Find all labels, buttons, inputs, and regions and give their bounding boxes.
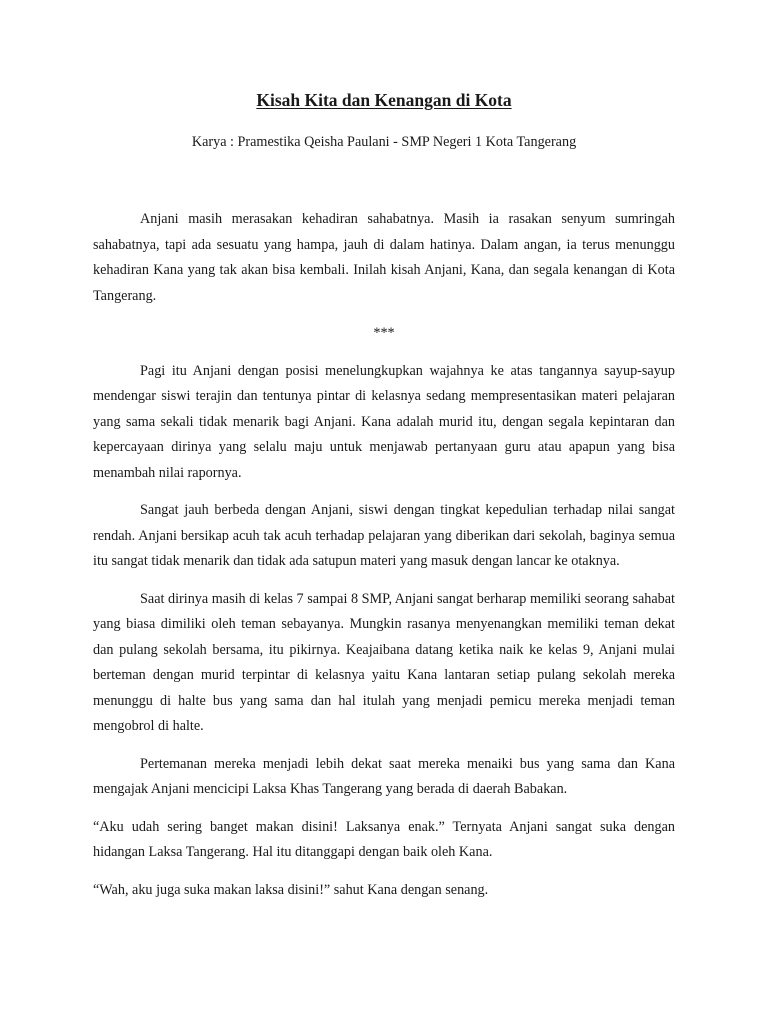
paragraph: “Aku udah sering banget makan disini! Laksanya enak.” Ternyata Anjani sangat suka dengan hidangan Laksa Tangerang. Hal itu ditanggapi dengan baik oleh Kana. bbox=[93, 818, 675, 860]
document-byline: Karya : Pramestika Qeisha Paulani - SMP Negeri 1 Kota Tangerang bbox=[191, 134, 577, 150]
paragraph: Pertemanan mereka menjadi lebih dekat saat mereka menaiki bus yang sama dan Kana mengajak Anjani mencicipi Laksa Khas Tangerang yang berada di daerah Babakan. bbox=[93, 755, 675, 797]
paragraph: “Wah, aku juga suka makan laksa disini!” sahut Kana dengan senang. bbox=[93, 881, 489, 898]
paragraph: Pagi itu Anjani dengan posisi menelungkupkan wajahnya ke atas tangannya sayup-sayup mendengar siswi terajin dan tentunya pintar di kelasnya sedang mempresentasikan materi pelajaran yang sama sekali tidak menarik bagi Anjani. Kana adalah murid itu, dengan segala kepintaran dan kepercayaan dirinya yang selalu maju untuk menjawab pertanyaan guru atau apapun yang bisa menambah nilai rapornya. bbox=[93, 362, 675, 481]
paragraph: Sangat jauh berbeda dengan Anjani, siswi dengan tingkat kepedulian terhadap nilai sangat rendah. Anjani bersikap acuh tak acuh terhadap pelajaran yang diberikan dari sekolah, baginya semua itu sangat tidak menarik dan tidak ada satupun materi yang masuk dengan lancar ke otaknya. bbox=[93, 502, 675, 569]
paragraph: Anjani masih merasakan kehadiran sahabatnya. Masih ia rasakan senyum sumringah sahabatnya, tapi ada sesuatu yang hampa, jauh di dalam hatinya. Dalam angan, ia terus menunggu kehadiran Kana yang tak akan bisa kembali. Inilah kisah Anjani, Kana, dan segala kenangan di Kota Tangerang. bbox=[93, 211, 675, 304]
paragraph: Saat dirinya masih di kelas 7 sampai 8 SMP, Anjani sangat berharap memiliki seorang sahabat yang biasa dimiliki oleh teman sebayanya. Mungkin rasanya menyenangkan memiliki teman dekat dan pulang sekolah bersama, itu pikirnya. Keajaibana datang ketika naik ke kelas 9, Anjani mulai berteman dengan murid terpintar di kelasnya yaitu Kana lantaran setiap pulang sekolah mereka menunggu di halte bus yang sama dan hal itulah yang menjadi pemicu mereka menjadi teman mengobrol di halte. bbox=[93, 590, 675, 734]
document-title: Kisah Kita dan Kenangan di Kota bbox=[256, 90, 512, 110]
section-separator: *** bbox=[373, 325, 395, 341]
document-body bbox=[93, 207, 675, 915]
